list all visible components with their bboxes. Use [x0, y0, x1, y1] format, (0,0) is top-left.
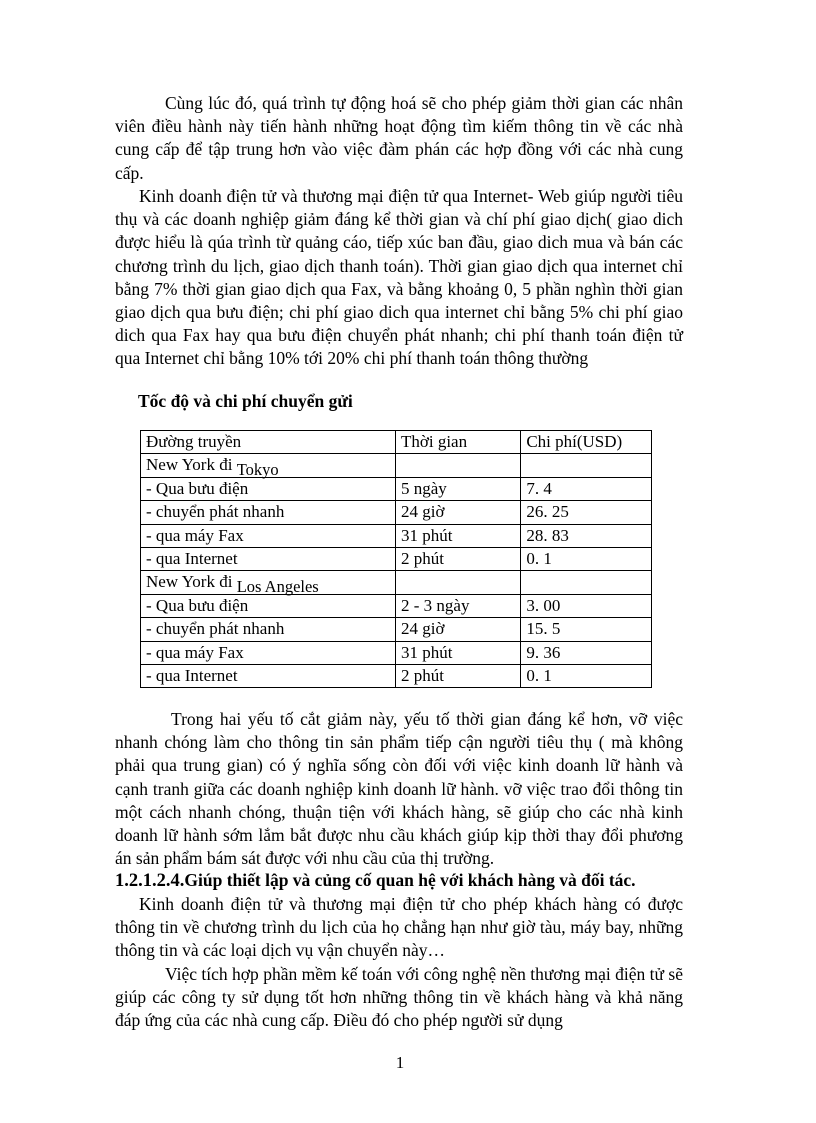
- time-cell: 31 phút: [395, 641, 520, 664]
- cost-cell: 9. 36: [521, 641, 652, 664]
- table-row: [141, 477, 652, 500]
- route-cell: - chuyển phát nhanh: [141, 618, 396, 641]
- time-cell: 5 ngày: [395, 477, 520, 500]
- group-row-tokyo: [141, 454, 652, 477]
- route-cell: - qua Internet: [141, 547, 396, 570]
- route-cell: - Qua bưu điện: [141, 477, 396, 500]
- route-cell: - qua máy Fax: [141, 641, 396, 664]
- paragraph-accounting-integration: Việc tích hợp phần mềm kế toán với công nghệ nền thương mại điện tử sẽ giúp các công ty sử dụng tốt hơn những thông tin về khách hàng và khả năng đáp ứng của các nhà cung cấp. Điều đó cho phép người sử dụng: [115, 964, 683, 1031]
- time-cell: 2 phút: [395, 547, 520, 570]
- cost-cell: 26. 25: [521, 501, 652, 524]
- table-row: [141, 641, 652, 664]
- section-heading: [115, 870, 715, 892]
- group-prefix: New York đi: [146, 455, 237, 475]
- cost-cell: 3. 00: [521, 594, 652, 617]
- route-cell: - qua Internet: [141, 664, 396, 687]
- table-row: [141, 594, 652, 617]
- page-number: 1: [395, 1053, 405, 1072]
- table-row: [141, 524, 652, 547]
- cost-cell: 15. 5: [521, 618, 652, 641]
- time-cell: 2 phút: [395, 664, 520, 687]
- section-heading-text: Giúp thiết lập và củng cố quan hệ với khách hàng và đối tác.: [184, 870, 636, 890]
- route-cell: - chuyển phát nhanh: [141, 501, 396, 524]
- paragraph-automation: Cùng lúc đó, quá trình tự động hoá sẽ cho phép giảm thời gian các nhân viên điều hành này tiến hành những hoạt động tìm kiếm thông tin về các nhà cung cấp để tập trung hơn vào việc đàm phán các hợp đồng với các nhà cung cấp.: [115, 93, 683, 183]
- time-cell: 24 giờ: [395, 501, 520, 524]
- table-row: [141, 664, 652, 687]
- group-destination: Los Angeles: [236, 577, 319, 597]
- empty-cell: [395, 571, 520, 594]
- table-row: [141, 501, 652, 524]
- section-number: 1.2.1.2.4.: [115, 871, 185, 891]
- header-cost: Chi phí(USD): [521, 431, 652, 454]
- table-header-row: [141, 431, 652, 454]
- cost-cell: 0. 1: [521, 664, 652, 687]
- empty-cell: [521, 571, 652, 594]
- group-row-los-angeles: [141, 571, 652, 594]
- group-label: [141, 454, 396, 480]
- cost-cell: 0. 1: [521, 547, 652, 570]
- time-cell: 31 phút: [395, 524, 520, 547]
- group-prefix: New York đi: [146, 572, 237, 592]
- route-cell: - qua máy Fax: [141, 524, 396, 547]
- group-destination: Tokyo: [236, 460, 279, 480]
- empty-cell: [395, 454, 520, 477]
- transmission-cost-table: [140, 430, 652, 688]
- cost-cell: 28. 83: [521, 524, 652, 547]
- paragraph-ecommerce-costs: Kinh doanh điện tử và thương mại điện tử qua Internet- Web giúp người tiêu thụ và các doanh nghiệp giảm đáng kể thời gian và chí phí giao dịch( giao dich được hiểu là qúa trình từ quảng cáo, tiếp xúc ban đầu, giao dich mua và bán các chương trình du lịch, giao dịch thanh toán). Thời gian giao dịch qua internet chỉ bằng 7% thời gian giao dịch qua Fax, và bằng khoảng 0, 5 phần nghìn thời gian giao dịch qua bưu điện; chi phí giao dich qua internet chỉ bằng 5% chi phí giao dich qua Fax hay qua bưu điện chuyển phát nhanh; chi phí thanh toán điện tử qua Internet chỉ bằng 10% tới 20% chi phí thanh toán thông thường: [115, 186, 683, 369]
- header-time: Thời gian: [395, 431, 520, 454]
- time-cell: 24 giờ: [395, 618, 520, 641]
- empty-cell: [521, 454, 652, 477]
- cost-cell: 7. 4: [521, 477, 652, 500]
- time-cell: 2 - 3 ngày: [395, 594, 520, 617]
- paragraph-customer-info: Kinh doanh điện tử và thương mại điện tử cho phép khách hàng có được thông tin về chương trình du lịch của họ chẳng hạn như giờ tàu, máy bay, những thông tin và các loại dịch vụ vận chuyển này…: [115, 894, 683, 961]
- header-route: Đường truyền: [141, 431, 396, 454]
- group-label: [141, 571, 396, 597]
- table-row: [141, 547, 652, 570]
- paragraph-time-factor: Trong hai yếu tố cắt giảm này, yếu tố thời gian đáng kể hơn, vỡ việc nhanh chóng làm cho thông tin sản phẩm tiếp cận người tiêu thụ ( mà không phải qua trung gian) có ý nghĩa sống còn đối với việc kinh doanh lữ hành và cạnh tranh giữa các doanh nghiệp kinh doanh lữ hành. vỡ việc trao đổi thông tin một cách nhanh chóng, thuận tiện với khách hàng, sẽ giúp cho các nhà kinh doanh lữ hành sớm lắm bắt được nhu cầu khách giúp kịp thời thay đổi phương án sản phẩm bám sát được với nhu cầu của thị trường.: [115, 709, 683, 869]
- table-row: [141, 618, 652, 641]
- route-cell: - Qua bưu điện: [141, 594, 396, 617]
- table-title: Tốc độ và chi phí chuyển gửi: [138, 391, 353, 411]
